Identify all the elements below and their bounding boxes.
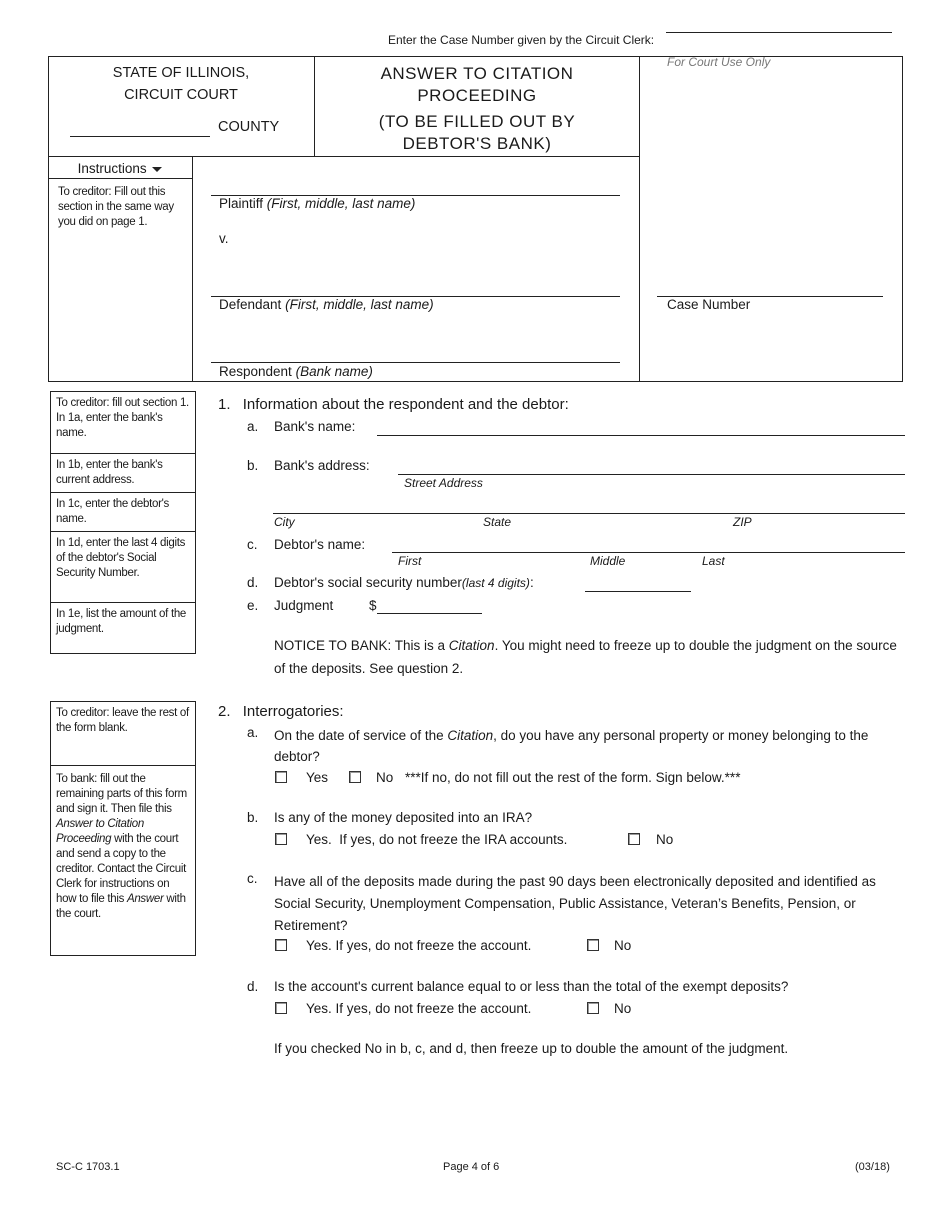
- sidebar-note-3: In 1c, enter the debtor's name.: [56, 498, 169, 525]
- judgment-field[interactable]: [377, 613, 482, 614]
- question-a-note: ***If no, do not fill out the rest of the form. Sign below.***: [405, 770, 741, 785]
- city-hint: City: [274, 515, 295, 529]
- respondent-field[interactable]: [211, 362, 620, 363]
- instructions-toggle[interactable]: Instructions: [48, 161, 192, 176]
- case-number-prompt: Enter the Case Number given by the Circuit Clerk:: [388, 33, 655, 47]
- ssn-label: Debtor's social security number(last 4 digits):: [274, 575, 534, 590]
- sidebar-note-2: In 1b, enter the bank's current address.: [56, 459, 163, 486]
- question-c-yes-checkbox[interactable]: [275, 939, 287, 951]
- sidebar-note-1: To creditor: fill out section 1. In 1a, enter the bank's name.: [56, 397, 189, 439]
- form-title: ANSWER TO CITATION PROCEEDING: [380, 64, 574, 105]
- question-a-no-checkbox[interactable]: [349, 771, 361, 783]
- question-a: On the date of service of the Citation, do you have any personal property or money belonging to the debtor?: [274, 728, 869, 764]
- question-a-yes-checkbox[interactable]: [275, 771, 287, 783]
- defendant-label: Defendant (First, middle, last name): [219, 297, 434, 312]
- sidebar-note-4: In 1d, enter the last 4 digits of the debtor's Social Security Number.: [56, 537, 186, 579]
- freeze-instruction: If you checked No in b, c, and d, then freeze up to double the amount of the judgment.: [274, 1041, 789, 1056]
- zip-hint: ZIP: [733, 515, 752, 529]
- first-hint: First: [398, 554, 422, 568]
- ssn-field[interactable]: [585, 591, 691, 592]
- sidebar-note-6: To creditor: leave the rest of the form blank.: [56, 707, 189, 734]
- bank-name-label: Bank's name:: [274, 419, 356, 434]
- section-2-heading: 2. Interrogatories:: [218, 703, 344, 720]
- respondent-label: Respondent (Bank name): [219, 364, 373, 379]
- form-id: SC-C 1703.1: [56, 1161, 120, 1173]
- plaintiff-label: Plaintiff (First, middle, last name): [219, 196, 416, 211]
- question-d-yes-checkbox[interactable]: [275, 1002, 287, 1014]
- question-b: Is any of the money deposited into an IRA?: [274, 810, 533, 825]
- sidebar-note-7: To bank: fill out the remaining parts of this form and sign it. Then file this Answer to Citation Proceeding with the court and send a copy to the creditor. Contact the Circuit Clerk for instructions on how to file this Answer with the court.: [56, 773, 187, 920]
- bank-address-label: Bank's address:: [274, 458, 370, 473]
- page-number: Page 4 of 6: [443, 1161, 500, 1173]
- judgment-label: Judgment: [274, 598, 334, 613]
- question-c: Have all of the deposits made during the past 90 days been electronically deposited and identified as Social Security, Unemployment Compensation, Public Assistance, Veteran’s Benefits, Pension, or Retirement?: [274, 874, 876, 933]
- revision-date: (03/18): [855, 1161, 890, 1173]
- city-state-zip-field[interactable]: [273, 513, 905, 514]
- case-number-label: Case Number: [667, 297, 751, 312]
- chevron-down-icon: [152, 167, 162, 172]
- court-heading: STATE OF ILLINOIS, CIRCUIT COURT: [112, 65, 250, 103]
- bank-name-field[interactable]: [377, 435, 905, 436]
- state-hint: State: [483, 515, 512, 529]
- court-use-label: For Court Use Only: [667, 55, 771, 69]
- form-subtitle: (TO BE FILLED OUT BY DEBTOR'S BANK): [378, 112, 576, 153]
- debtor-name-field[interactable]: [392, 552, 905, 553]
- street-address-hint: Street Address: [404, 476, 483, 490]
- notice-to-bank: NOTICE TO BANK: This is a Citation. You might need to freeze up to double the judgment on the source of the deposits. See question 2.: [274, 638, 897, 676]
- county-field[interactable]: [70, 136, 210, 137]
- question-b-no-checkbox[interactable]: [628, 833, 640, 845]
- street-address-field[interactable]: [398, 474, 905, 475]
- question-d: Is the account's current balance equal to or less than the total of the exempt deposits?: [274, 979, 789, 994]
- debtor-name-label: Debtor's name:: [274, 537, 366, 552]
- section-1-heading: 1. Information about the respondent and the debtor:: [218, 396, 569, 413]
- last-hint: Last: [702, 554, 725, 568]
- middle-hint: Middle: [590, 554, 626, 568]
- sidebar-note-5: In 1e, list the amount of the judgment.: [56, 608, 187, 635]
- question-c-no-checkbox[interactable]: [587, 939, 599, 951]
- instructions-text: To creditor: Fill out this section in the same way you did on page 1.: [58, 186, 174, 228]
- question-b-yes-checkbox[interactable]: [275, 833, 287, 845]
- county-label: COUNTY: [218, 119, 280, 135]
- question-d-no-checkbox[interactable]: [587, 1002, 599, 1014]
- versus: v.: [219, 231, 229, 246]
- case-number-top-field[interactable]: [666, 32, 892, 33]
